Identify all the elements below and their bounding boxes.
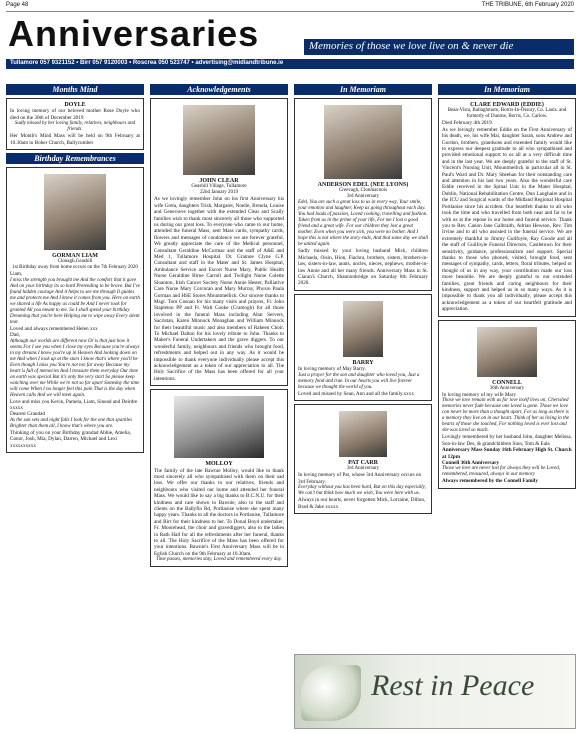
notice-poem: Sadly missed by her loving family, relatives, neighbours and friends. xyxy=(14,121,136,133)
notice-place: Bean-Vista, Ballaghmore, Borris-In-Ossory, Co. Laois. and formerly of Dunrne, Borris, Co. Carlow. xyxy=(447,108,567,120)
notice-text: In loving memory of May Barry. xyxy=(298,366,366,373)
notice-place: Creevagh, Clonmacnois xyxy=(338,188,388,194)
notice-poem: Edel, You are such a great loss to us in every way, Your smile, your emotion and laughter, Keep us going throughout each day. You had loads of passion, Loved cooking, travelling and fashion. Taken from us in the prime of your life, For me I lost a good friend and a great wife. For our children they lost a great mother. Even when you were sick, you were no bother. And I hope this is not where the story ends, And that some day we shall be united again. xyxy=(298,200,428,248)
paper-date: THE TRIBUNE, 6th February 2020 xyxy=(481,2,574,8)
notice-text: Connell 36th Anniversary xyxy=(442,460,500,467)
notice-place: Geashill Village, Tullamore xyxy=(191,184,247,190)
notice-name: DOYLE xyxy=(64,102,86,108)
notice-doyle xyxy=(6,98,144,150)
notice-caption: 1st Birthday away from home occurs on the 7th February 2020 xyxy=(12,265,138,271)
notice-text: In loving memory of Pat, whose 3rd Anniversary occurs on 3rd February. xyxy=(298,472,422,485)
notice-text: Anniversary Mass Sunday 16th February High St. Church at 12pm xyxy=(442,447,572,460)
column-in-memoriam-1 xyxy=(294,84,432,651)
section-header: In Memoriam xyxy=(294,84,432,95)
rest-in-peace-text: Rest in Peace xyxy=(371,669,535,702)
notice-poem: As the sun sets and night falls I look for the one that sparkles Brighter than them all, I know that's where you are. xyxy=(10,417,133,429)
notice-poem: Time passes, memories stay, Loved and remembered every day. xyxy=(156,557,282,563)
notice-anniversary: 3rd Anniversary xyxy=(346,466,380,472)
notice-name: MOLLOY xyxy=(205,461,233,468)
notice-text: The family of the late Bawnie Molloy, would like to thank most sincerely all who sympathised with them on their sad loss. We offer our thanks to our relatives, friends and neighbours who visited our home and attended her funeral Mass. We would like to say a big thanks to B.C.N.U. for their kindness and care shown to Bawnie, also to the staff and clients on the Ballyfin Rd, Portlaoise where she spent many happy years. Thanks to all the doctors in Portlaoise, Tullamore and Birr for their kindness to her. To Donal Boyd undertaker, Fr. Moorehead, the choir and gravediggers, also to the ladies in Rath Hall for all the refreshments after her funeral, thanks to all. The Holy Sacrifice of the Mass has been offered for your intentions. Bawnie's First Anniversary Mass will be in Eglish Church on the 9th February at 10.30am. xyxy=(154,467,285,557)
portrait-photo xyxy=(44,174,106,250)
notice-place: Clonagh,Geashill xyxy=(57,259,93,265)
notice-text: Always remembered by the Connell Family xyxy=(442,478,538,485)
notice-gorman xyxy=(6,167,144,453)
notice-name: CLARE EDWARD (EDDIE) xyxy=(470,102,544,108)
notice-date: 22nd January 2019 xyxy=(199,190,239,196)
flower-image xyxy=(301,665,361,721)
notice-salute: Dearest Grandad xyxy=(10,411,45,418)
notice-text: Sadly missed by your loving husband Mick, children Michaela, Oisin, Hion, Fiachra, brothers, sisters, brothers-in-law, sisters-in-law, aunts, uncles, nieces, nephews, mother-in-law Annie and all her many friends. Anniversary Mass in St. Ciaran's Church, Shannonbridge on Saturday 8th February 2020. xyxy=(298,248,428,287)
notice-poem: Just a prayer for the son and daughter who loved you, Just a memory fond and true. In our hearts you will live forever because we thought the world of you. xyxy=(298,372,420,390)
notice-salute: Dad, xyxy=(10,332,20,339)
notice-poem: Those we love are never lost for always they will be Loved, remembered, treasured, always in our memory xyxy=(442,466,561,478)
notice-anderson xyxy=(294,98,432,291)
portrait-photo xyxy=(183,105,255,175)
page-topline xyxy=(6,2,574,12)
notice-text: As we lovingly remember John on his first Anniversary his wife Greta, daughters Trish, Margaret, Noelle, Brenda, Louise and Genevieve together with the extended Clear and Scally families wish to thank most sincerely all those who supported us during our great loss. To everyone who came to our home, attended the funeral Mass, sent Mass cards, sympathy cards, flowers and messages of condolence we are forever grateful. We greatly appreciate the care of the Medical personnel, Consultant Geraldine McCormac and the staff of A&E and Med 1, Tullamore Hospital. Dr. Grainne Clyne G.P. Consultant and staff in the Mater and St. James Hospital, Ambulance Service and Escort Nurse Mary, Public Health Nurse Geraldine Birne Carroll and Twilight Nurse Colette Sloanton, Irish Cancer Society Nurse Annie Hester, Palliative Care Nurse Mary Corcoran and Mary Murray, Physio Paula Gorman and HSE Stores Mountmellick. Our sincere thanks to Msgr. Tom Cosnan for his many visits and prayers, Fr. John Stapleton PP and Fr. Walt Cooke (Cramogh) for all those involved in the funeral Mass including Altar Servers, Sacristan, Karen Minnock Monaghan and William Minnock for their beautiful music and also members of Raheen Choir. To Michael Dalton for his lovely tribute to John. Thanks to Maher's Funeral Undertakers and the grave diggers. To our wonderful family, neighbours and friends who brought food, refreshments and helped out in any way. As it would be impossible to thank everyone individually please accept this acknowledgement as a token of our appreciation to all. The Holy Sacrifice of the Mass has been offered for all your intentions. xyxy=(154,196,284,382)
page-number: Page 48 xyxy=(6,2,29,8)
notice-sign: Love and miss you Kevin, Pamela, Liam, Sinead and Deirdre xxxxx xyxy=(10,398,138,412)
notice-text: As we lovingly remember Eddie on the First Anniversary of his death, we, his wife Mai, daughter Sarah, sons Andrew and Gordon, brothers, grandsons and extended family would like to express our deepest gratitude to all who sympathised and provided emotional support to us all at a very difficult time and in the last year. We are deeply grateful to the staff of St. Vincent's Nursing Unit, Mountmellick in particular all in St. Paul's Ward and Dr. Mary Sheehan for their outstanding care and attention in his last two years. Also the wonderful care Eddie received in the Spinal Unit in the Mater Hospital, Dublin, National Rehabilitation Centre, Dun Laoghaire and in the ICU and Surgical wards of the Midland Regional Hospital Portlaoise since his accident. Our heartfelt thanks to all who took the time and who travelled from both near and far to be with us at the repose in our home and funeral service. Thank you to Rev. Canon Jane Galbraith, Adrian Hewson, Rev. Tim Irvine and to all who assisted in the funeral service. We are extremely thankful to Jimmy Guilfoyle, Ray Goode and all the staff of Guilfoyle Funeral Directors, Castletown for their sensitivity, guidance, professionalism and support. Special thanks to those who phoned, visited, brought food, sent messages of sympathy, cards, letters, floral tributes, helped or thought of us in any way, your contribution made our loss more bearable. We are deeply grateful to our extended families, great friends and caring neighbours for their kindness, support and helped us in so many ways. As it is impossible to thank you all individually, please accept this acknowledgement as a token of our heartfelt gratitude and appreciation. xyxy=(442,126,572,313)
notice-name: GORMAN LIAM xyxy=(52,253,98,260)
notice-barry xyxy=(294,294,432,401)
notice-name: PAT CARR xyxy=(348,460,378,467)
portrait-photo xyxy=(174,396,264,458)
contact-bar: Tullamore 057 9321152 • Birr 057 9120003 • Roscrea 050 523747 • advertising@midlandtribune.ie xyxy=(6,59,574,69)
notice-connell xyxy=(438,320,576,489)
notice-poem: I miss the strength you brought me And the comfort that it gave And on your birthday its so hard Pretending to be brave. But I've found hidden courage And it helps to see me through It guides me and protects me And I know it comes from you. Here on earth we shared a life As happy as could be And I never took for granted All you meant to me. So I shall spend your birthday Dreaming that you're here Helping me to wipe away Every silent tear. xyxy=(10,277,140,325)
column-months-mind xyxy=(6,84,144,729)
notice-carr xyxy=(294,404,432,514)
notice-text: In loving memory of my wife Mary xyxy=(442,392,517,398)
column-acknowledgements xyxy=(150,84,288,729)
portrait-photo xyxy=(477,327,537,377)
rest-in-peace-banner xyxy=(294,654,576,729)
section-header: In Memoriam xyxy=(438,84,576,95)
section-header: Acknowledgements xyxy=(150,84,288,95)
notice-name: JOHN CLEAR xyxy=(199,178,239,184)
notice-anniversary: 3rd Anniversary xyxy=(346,194,380,200)
portrait-photo xyxy=(343,301,383,357)
notice-name: CONNELL xyxy=(492,379,522,386)
notice-text: Her Month's Mind Mass will be held on 9th February at 10.30am in Boher Church, Ballycumber xyxy=(10,133,140,146)
notice-text: In loving memory of our beloved mother Rose Doyle who died on the 30th of December 2019 xyxy=(10,108,140,121)
notice-eddie xyxy=(438,98,576,317)
notice-sign: Loved and always remembered Helen xxx xyxy=(10,325,98,332)
masthead xyxy=(6,13,574,69)
notice-text: Lovingly remembered by her husband John, daughter Melissa, Son-in-law Des, & grandchildren Sion, Tom & Eala xyxy=(442,434,572,447)
portrait-photo xyxy=(339,411,387,457)
notice-poem: Although our worlds are different now Or is that just how it seems For I see you when I close my eyes Because you're always in my dreams I know you're up in Heaven And looking down on me And when I look up at the stars I know that's where you'll be Even though I miss you You're not too far away Because my heart is full of memories And I treasure them everyday Our time on earth was special But it's only the very start So please keep watching over me While we're not so far apart Someday the time will come When I no longer feel this pain That is the day when Heaven calls And we will meet again. xyxy=(10,338,140,398)
notice-clear xyxy=(150,98,288,386)
notice-date: Died February 4th 2019. xyxy=(442,120,494,127)
page-title: Anniversaries xyxy=(8,13,260,54)
notice-sign: Thinking of you on your Birthday grandad Abbie, Amelia, Conor, Josh, Mia, Dylan, Darren, Michael and Lexi xxxxxxxxxx xyxy=(10,429,132,449)
notice-anniversary: 36th Anniversary xyxy=(489,386,525,391)
notice-name: BARRY xyxy=(352,359,374,366)
section-header: Months Mind xyxy=(6,84,144,95)
notice-salute: Liam, xyxy=(10,271,23,278)
notice-name: ANDERSON EDEL (NEE LYONS) xyxy=(317,182,409,188)
portrait-photo xyxy=(324,105,402,179)
notice-text: Always in our hearts, never forgotten Mick, Lorraine, Dillon, Brad & Jake xxxxx xyxy=(298,497,426,510)
tagline: Memories of those we love live on & never die xyxy=(304,39,574,55)
column-in-memoriam-2 xyxy=(438,84,576,651)
notice-text: Loved and missed by Sean, Ann and all the family.xxxx xyxy=(298,390,414,397)
notice-molloy xyxy=(150,389,288,567)
section-header: Birthday Remembrances xyxy=(6,153,144,164)
notice-poem: Those we love remain with us for love itself lives on, Cherished memories never fade because one loved is gone. Those we love can never be more than a thought apart, For as long as there is a memory they live on in our heart. Think of her as living in the hearts of those she touched, For nothing loved is ever lost and she was loved so much. xyxy=(442,398,570,434)
notice-poem: Everyday without you has been hard, But on this day especially, We can't but think how much we wish, You were here with us. xyxy=(298,485,426,497)
